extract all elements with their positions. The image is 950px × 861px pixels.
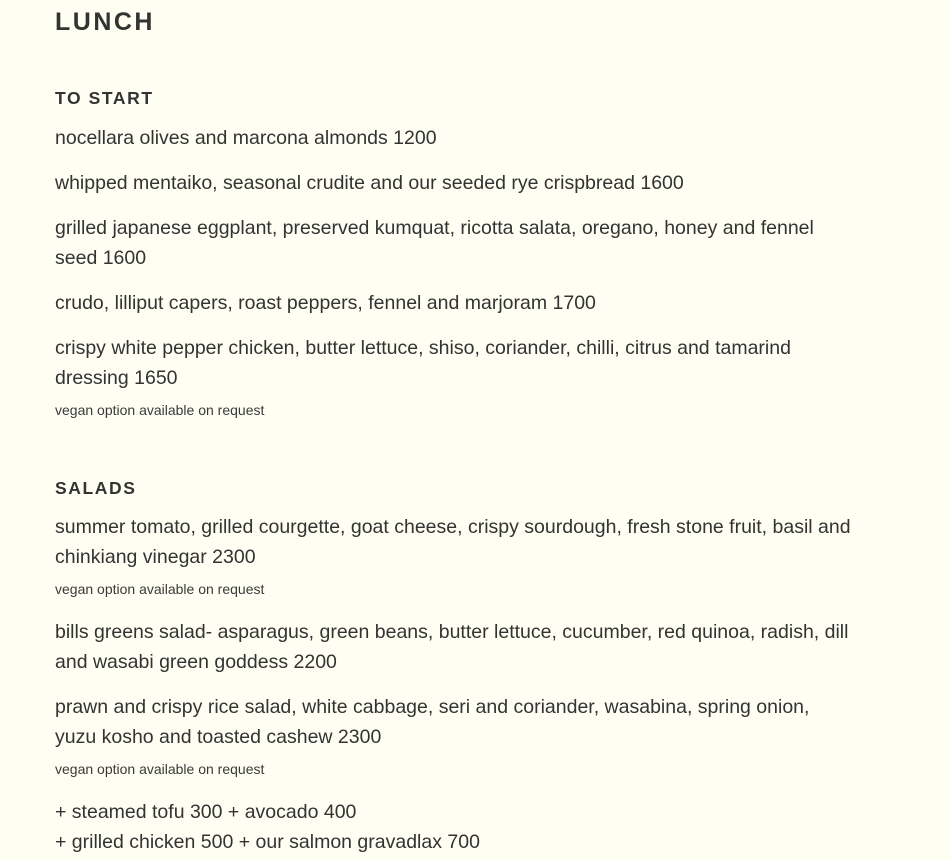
menu-title: LUNCH [55, 8, 155, 36]
vegan-note: vegan option available on request [55, 581, 265, 597]
menu-item: crudo, lilliput capers, roast peppers, fennel and marjoram 1700 [55, 292, 596, 314]
menu-item: nocellara olives and marcona almonds 1200 [55, 127, 437, 149]
menu-item: bills greens salad- asparagus, green beans, butter lettuce, cucumber, red quinoa, radish, dill and wasabi green goddess 2200 [55, 621, 849, 673]
section-heading-to-start: TO START [55, 88, 154, 108]
menu-item: summer tomato, grilled courgette, goat cheese, crispy sourdough, fresh stone fruit, basil and chinkiang vinegar 2300 [55, 516, 851, 568]
menu-item: whipped mentaiko, seasonal crudite and our seeded rye crispbread 1600 [55, 172, 684, 194]
vegan-note: vegan option available on request [55, 761, 265, 777]
menu-item: prawn and crispy rice salad, white cabbage, seri and coriander, wasabina, spring onion, yuzu kosho and toasted cashew 2300 [55, 696, 810, 748]
addon-line: + steamed tofu 300 + avocado 400 [55, 801, 357, 823]
section-heading-salads: SALADS [55, 478, 137, 498]
addon-line: + grilled chicken 500 + our salmon gravadlax 700 [55, 831, 480, 853]
vegan-note: vegan option available on request [55, 402, 265, 418]
menu-item: grilled japanese eggplant, preserved kumquat, ricotta salata, oregano, honey and fennel seed 1600 [55, 217, 814, 269]
menu-item: crispy white pepper chicken, butter lettuce, shiso, coriander, chilli, citrus and tamarind dressing 1650 [55, 337, 791, 389]
